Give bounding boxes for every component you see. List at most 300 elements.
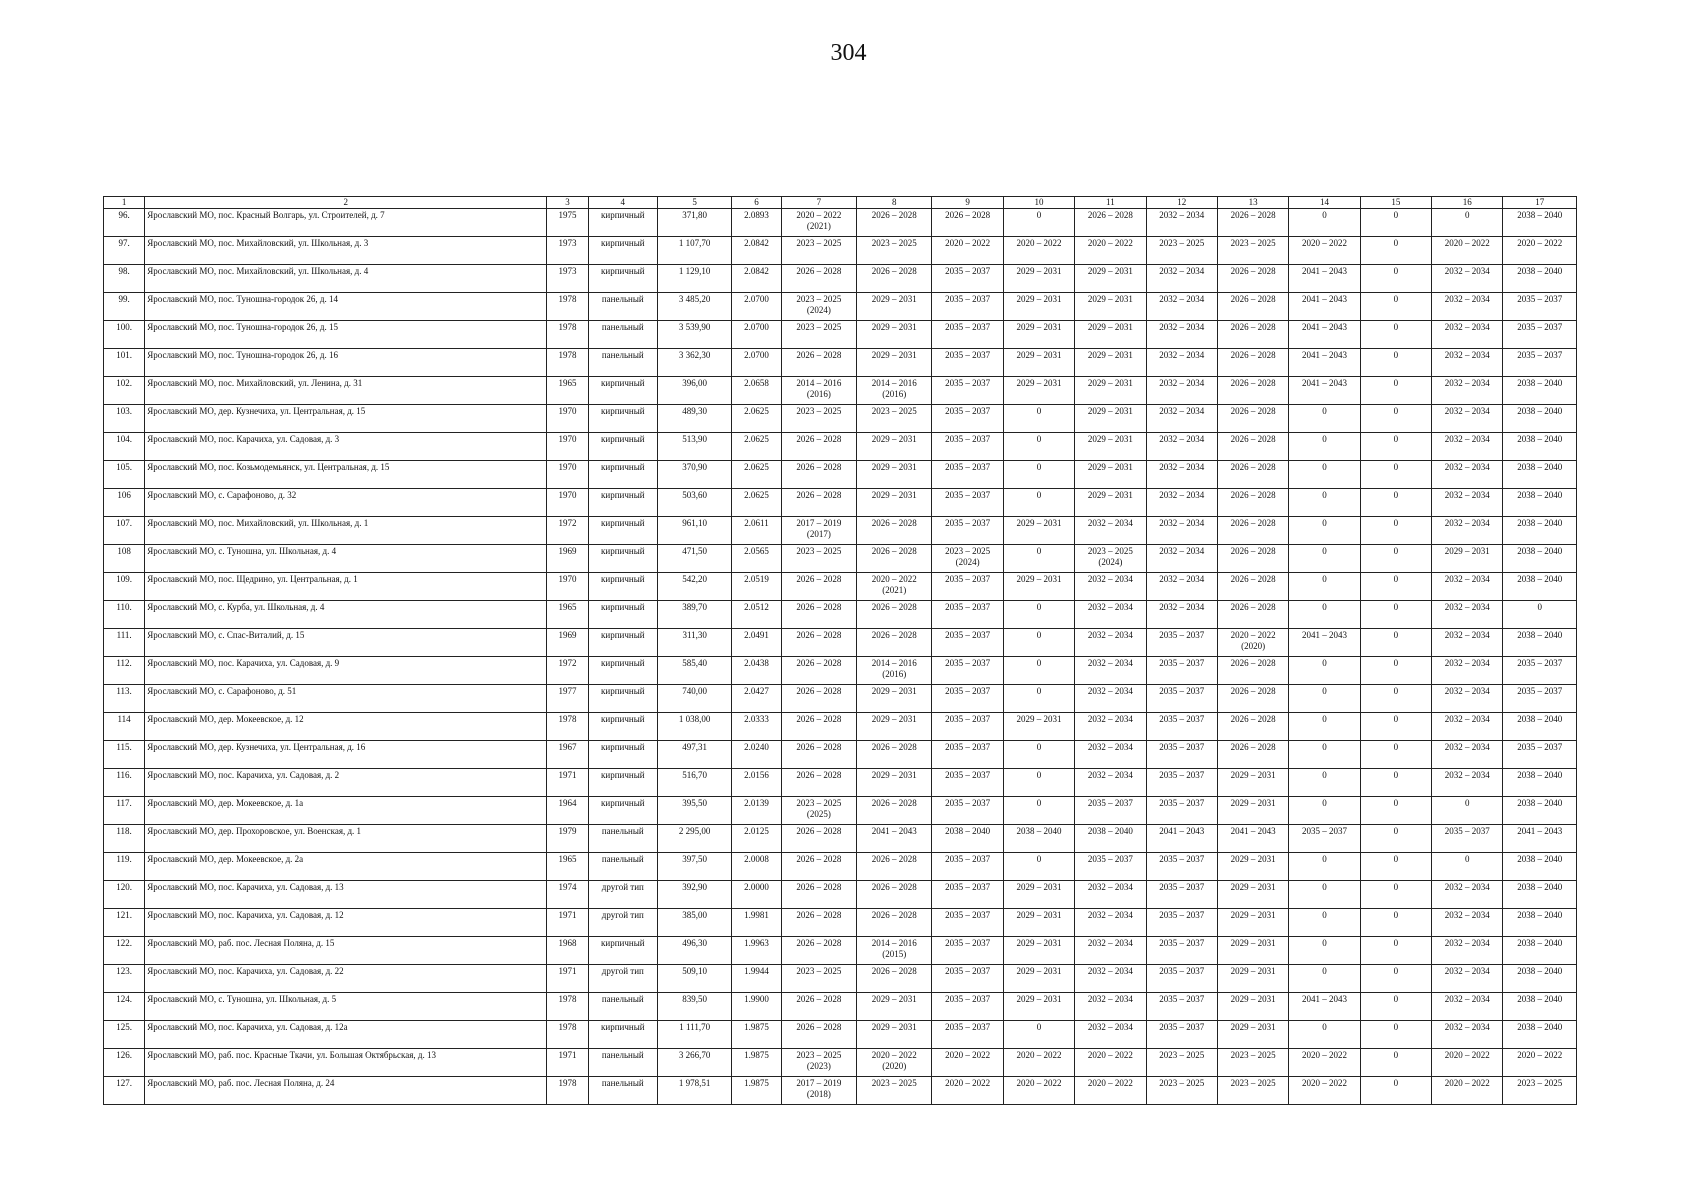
table-cell-col-5: 311,30 bbox=[657, 629, 731, 657]
table-cell-col-12: 2035 – 2037 bbox=[1146, 797, 1217, 825]
table-cell-col-15: 0 bbox=[1360, 685, 1431, 713]
table-cell-col-3: 1970 bbox=[547, 433, 588, 461]
table-cell-col-5: 516,70 bbox=[657, 769, 731, 797]
table-cell-col-4: кирпичный bbox=[588, 237, 657, 265]
table-cell-col-6: 2.0156 bbox=[732, 769, 781, 797]
table-cell-col-1: 115. bbox=[104, 741, 145, 769]
table-cell-col-7: 2026 – 2028 bbox=[781, 685, 856, 713]
table-cell-col-2: Ярославский МО, пос. Михайловский, ул. Школьная, д. 1 bbox=[145, 517, 547, 545]
table-cell-col-6: 2.0700 bbox=[732, 293, 781, 321]
table-cell-col-2: Ярославский МО, дер. Прохоровское, ул. Военская, д. 1 bbox=[145, 825, 547, 853]
table-cell-col-8: 2041 – 2043 bbox=[857, 825, 932, 853]
table-cell-col-8: 2026 – 2028 bbox=[857, 797, 932, 825]
table-row bbox=[104, 853, 1577, 881]
table-cell-col-10: 2029 – 2031 bbox=[1003, 265, 1074, 293]
table-cell-col-12: 2032 – 2034 bbox=[1146, 265, 1217, 293]
table-cell-col-5: 396,00 bbox=[657, 377, 731, 405]
table-cell-col-7: 2026 – 2028 bbox=[781, 461, 856, 489]
table-cell-col-4: кирпичный bbox=[588, 1021, 657, 1049]
table-row bbox=[104, 881, 1577, 909]
table-cell-col-12: 2023 – 2025 bbox=[1146, 237, 1217, 265]
table-cell-col-4: другой тип bbox=[588, 909, 657, 937]
table-cell-col-14: 0 bbox=[1289, 433, 1360, 461]
table-cell-col-9: 2035 – 2037 bbox=[932, 573, 1003, 601]
table-cell-col-12: 2032 – 2034 bbox=[1146, 209, 1217, 237]
table-cell-col-15: 0 bbox=[1360, 1049, 1431, 1077]
table-cell-col-1: 116. bbox=[104, 769, 145, 797]
table-cell-col-14: 0 bbox=[1289, 545, 1360, 573]
column-header-1: 1 bbox=[104, 197, 145, 209]
table-cell-col-11: 2020 – 2022 bbox=[1075, 1049, 1146, 1077]
table-cell-col-10: 2029 – 2031 bbox=[1003, 881, 1074, 909]
table-row bbox=[104, 489, 1577, 517]
table-cell-col-7: 2023 – 2025 bbox=[781, 965, 856, 993]
table-cell-col-3: 1970 bbox=[547, 573, 588, 601]
table-cell-col-11: 2035 – 2037 bbox=[1075, 797, 1146, 825]
table-cell-col-10: 2029 – 2031 bbox=[1003, 377, 1074, 405]
table-cell-col-6: 2.0333 bbox=[732, 713, 781, 741]
table-cell-col-14: 0 bbox=[1289, 405, 1360, 433]
table-row bbox=[104, 209, 1577, 237]
table-cell-col-10: 0 bbox=[1003, 1021, 1074, 1049]
table-cell-col-12: 2035 – 2037 bbox=[1146, 1021, 1217, 1049]
table-cell-col-14: 0 bbox=[1289, 1021, 1360, 1049]
table-cell-col-1: 99. bbox=[104, 293, 145, 321]
table-cell-col-7: 2026 – 2028 bbox=[781, 657, 856, 685]
table-cell-col-17: 2035 – 2037 bbox=[1503, 321, 1577, 349]
table-cell-col-8: 2026 – 2028 bbox=[857, 265, 932, 293]
table-cell-col-14: 0 bbox=[1289, 601, 1360, 629]
table-cell-col-3: 1967 bbox=[547, 741, 588, 769]
table-cell-col-10: 2020 – 2022 bbox=[1003, 1077, 1074, 1105]
table-cell-col-8: 2020 – 2022 (2021) bbox=[857, 573, 932, 601]
table-cell-col-13: 2029 – 2031 bbox=[1217, 769, 1288, 797]
table-cell-col-6: 2.0842 bbox=[732, 237, 781, 265]
housing-register-table bbox=[103, 196, 1577, 1105]
table-cell-col-5: 542,20 bbox=[657, 573, 731, 601]
table-cell-col-11: 2035 – 2037 bbox=[1075, 853, 1146, 881]
table-cell-col-7: 2026 – 2028 bbox=[781, 349, 856, 377]
table-cell-col-6: 2.0000 bbox=[732, 881, 781, 909]
table-cell-col-7: 2026 – 2028 bbox=[781, 909, 856, 937]
table-cell-col-4: кирпичный bbox=[588, 769, 657, 797]
table-cell-col-13: 2026 – 2028 bbox=[1217, 685, 1288, 713]
table-cell-col-12: 2041 – 2043 bbox=[1146, 825, 1217, 853]
table-cell-col-4: кирпичный bbox=[588, 937, 657, 965]
table-cell-col-10: 2020 – 2022 bbox=[1003, 1049, 1074, 1077]
table-cell-col-5: 392,90 bbox=[657, 881, 731, 909]
table-cell-col-13: 2029 – 2031 bbox=[1217, 853, 1288, 881]
table-cell-col-9: 2035 – 2037 bbox=[932, 713, 1003, 741]
table-cell-col-9: 2023 – 2025 (2024) bbox=[932, 545, 1003, 573]
table-cell-col-15: 0 bbox=[1360, 405, 1431, 433]
table-cell-col-7: 2023 – 2025 bbox=[781, 405, 856, 433]
table-cell-col-11: 2038 – 2040 bbox=[1075, 825, 1146, 853]
table-cell-col-8: 2029 – 2031 bbox=[857, 349, 932, 377]
table-cell-col-14: 0 bbox=[1289, 713, 1360, 741]
table-cell-col-4: другой тип bbox=[588, 965, 657, 993]
table-cell-col-11: 2032 – 2034 bbox=[1075, 993, 1146, 1021]
table-cell-col-1: 120. bbox=[104, 881, 145, 909]
table-cell-col-9: 2035 – 2037 bbox=[932, 433, 1003, 461]
table-cell-col-9: 2035 – 2037 bbox=[932, 321, 1003, 349]
table-cell-col-6: 1.9944 bbox=[732, 965, 781, 993]
table-cell-col-14: 0 bbox=[1289, 965, 1360, 993]
table-cell-col-17: 2035 – 2037 bbox=[1503, 685, 1577, 713]
table-cell-col-5: 503,60 bbox=[657, 489, 731, 517]
table-cell-col-7: 2026 – 2028 bbox=[781, 489, 856, 517]
table-cell-col-5: 585,40 bbox=[657, 657, 731, 685]
table-cell-col-14: 2041 – 2043 bbox=[1289, 993, 1360, 1021]
table-cell-col-16: 2032 – 2034 bbox=[1432, 769, 1503, 797]
table-cell-col-10: 0 bbox=[1003, 685, 1074, 713]
table-cell-col-13: 2026 – 2028 bbox=[1217, 545, 1288, 573]
table-cell-col-15: 0 bbox=[1360, 937, 1431, 965]
table-cell-col-1: 113. bbox=[104, 685, 145, 713]
table-cell-col-3: 1978 bbox=[547, 713, 588, 741]
table-cell-col-10: 2029 – 2031 bbox=[1003, 573, 1074, 601]
table-cell-col-2: Ярославский МО, с. Туношна, ул. Школьная, д. 5 bbox=[145, 993, 547, 1021]
table-cell-col-14: 0 bbox=[1289, 573, 1360, 601]
table-cell-col-13: 2026 – 2028 bbox=[1217, 489, 1288, 517]
table-cell-col-2: Ярославский МО, пос. Карачиха, ул. Садовая, д. 12 bbox=[145, 909, 547, 937]
table-cell-col-7: 2026 – 2028 bbox=[781, 937, 856, 965]
table-cell-col-16: 2032 – 2034 bbox=[1432, 349, 1503, 377]
table-cell-col-8: 2026 – 2028 bbox=[857, 741, 932, 769]
table-cell-col-14: 0 bbox=[1289, 797, 1360, 825]
table-cell-col-2: Ярославский МО, дер. Кузнечиха, ул. Центральная, д. 16 bbox=[145, 741, 547, 769]
table-cell-col-8: 2023 – 2025 bbox=[857, 237, 932, 265]
table-cell-col-5: 397,50 bbox=[657, 853, 731, 881]
table-body bbox=[104, 209, 1577, 1105]
table-cell-col-10: 0 bbox=[1003, 601, 1074, 629]
table-cell-col-11: 2029 – 2031 bbox=[1075, 461, 1146, 489]
table-cell-col-7: 2026 – 2028 bbox=[781, 881, 856, 909]
table-cell-col-6: 2.0512 bbox=[732, 601, 781, 629]
table-cell-col-1: 104. bbox=[104, 433, 145, 461]
table-cell-col-13: 2029 – 2031 bbox=[1217, 1021, 1288, 1049]
table-row bbox=[104, 349, 1577, 377]
table-cell-col-17: 2038 – 2040 bbox=[1503, 993, 1577, 1021]
table-cell-col-10: 2029 – 2031 bbox=[1003, 321, 1074, 349]
table-cell-col-1: 125. bbox=[104, 1021, 145, 1049]
table-cell-col-17: 2038 – 2040 bbox=[1503, 937, 1577, 965]
table-cell-col-12: 2035 – 2037 bbox=[1146, 853, 1217, 881]
table-cell-col-17: 2038 – 2040 bbox=[1503, 853, 1577, 881]
table-cell-col-12: 2032 – 2034 bbox=[1146, 405, 1217, 433]
table-cell-col-14: 2041 – 2043 bbox=[1289, 321, 1360, 349]
table-cell-col-13: 2026 – 2028 bbox=[1217, 713, 1288, 741]
table-cell-col-8: 2023 – 2025 bbox=[857, 1077, 932, 1105]
table-cell-col-16: 2035 – 2037 bbox=[1432, 825, 1503, 853]
table-cell-col-2: Ярославский МО, пос. Туношна-городок 26, д. 16 bbox=[145, 349, 547, 377]
table-cell-col-3: 1965 bbox=[547, 377, 588, 405]
table-cell-col-7: 2026 – 2028 bbox=[781, 713, 856, 741]
table-cell-col-10: 2029 – 2031 bbox=[1003, 993, 1074, 1021]
table-cell-col-11: 2032 – 2034 bbox=[1075, 685, 1146, 713]
table-cell-col-12: 2035 – 2037 bbox=[1146, 713, 1217, 741]
table-cell-col-8: 2029 – 2031 bbox=[857, 993, 932, 1021]
table-cell-col-5: 3 485,20 bbox=[657, 293, 731, 321]
table-cell-col-16: 0 bbox=[1432, 853, 1503, 881]
table-cell-col-15: 0 bbox=[1360, 909, 1431, 937]
table-cell-col-7: 2023 – 2025 bbox=[781, 321, 856, 349]
table-cell-col-16: 2032 – 2034 bbox=[1432, 461, 1503, 489]
table-cell-col-2: Ярославский МО, с. Спас-Виталий, д. 15 bbox=[145, 629, 547, 657]
table-cell-col-9: 2038 – 2040 bbox=[932, 825, 1003, 853]
column-header-3: 3 bbox=[547, 197, 588, 209]
table-cell-col-16: 2032 – 2034 bbox=[1432, 1021, 1503, 1049]
table-cell-col-5: 1 107,70 bbox=[657, 237, 731, 265]
table-cell-col-14: 0 bbox=[1289, 769, 1360, 797]
table-cell-col-16: 2032 – 2034 bbox=[1432, 629, 1503, 657]
table-row bbox=[104, 265, 1577, 293]
table-cell-col-16: 2032 – 2034 bbox=[1432, 293, 1503, 321]
table-row bbox=[104, 769, 1577, 797]
table-cell-col-17: 2035 – 2037 bbox=[1503, 293, 1577, 321]
table-cell-col-10: 2029 – 2031 bbox=[1003, 517, 1074, 545]
table-cell-col-10: 2020 – 2022 bbox=[1003, 237, 1074, 265]
table-cell-col-10: 2029 – 2031 bbox=[1003, 713, 1074, 741]
table-cell-col-3: 1969 bbox=[547, 545, 588, 573]
column-header-5: 5 bbox=[657, 197, 731, 209]
table-cell-col-12: 2035 – 2037 bbox=[1146, 741, 1217, 769]
table-cell-col-3: 1978 bbox=[547, 321, 588, 349]
table-cell-col-15: 0 bbox=[1360, 433, 1431, 461]
table-cell-col-8: 2026 – 2028 bbox=[857, 881, 932, 909]
table-cell-col-14: 0 bbox=[1289, 741, 1360, 769]
table-cell-col-5: 471,50 bbox=[657, 545, 731, 573]
table-cell-col-2: Ярославский МО, пос. Туношна-городок 26, д. 14 bbox=[145, 293, 547, 321]
table-cell-col-17: 2038 – 2040 bbox=[1503, 209, 1577, 237]
table-cell-col-16: 2032 – 2034 bbox=[1432, 573, 1503, 601]
table-cell-col-9: 2035 – 2037 bbox=[932, 993, 1003, 1021]
table-cell-col-16: 2020 – 2022 bbox=[1432, 237, 1503, 265]
table-cell-col-7: 2026 – 2028 bbox=[781, 433, 856, 461]
table-cell-col-4: кирпичный bbox=[588, 713, 657, 741]
table-cell-col-3: 1978 bbox=[547, 1077, 588, 1105]
table-cell-col-12: 2035 – 2037 bbox=[1146, 685, 1217, 713]
table-cell-col-14: 0 bbox=[1289, 209, 1360, 237]
table-cell-col-8: 2029 – 2031 bbox=[857, 769, 932, 797]
table-cell-col-10: 0 bbox=[1003, 489, 1074, 517]
table-cell-col-2: Ярославский МО, дер. Мокеевское, д. 1а bbox=[145, 797, 547, 825]
table-cell-col-1: 105. bbox=[104, 461, 145, 489]
table-cell-col-13: 2029 – 2031 bbox=[1217, 965, 1288, 993]
table-cell-col-4: панельный bbox=[588, 293, 657, 321]
table-cell-col-7: 2026 – 2028 bbox=[781, 741, 856, 769]
table-cell-col-11: 2032 – 2034 bbox=[1075, 965, 1146, 993]
table-cell-col-6: 2.0658 bbox=[732, 377, 781, 405]
table-cell-col-9: 2035 – 2037 bbox=[932, 629, 1003, 657]
table-cell-col-7: 2014 – 2016 (2016) bbox=[781, 377, 856, 405]
table-cell-col-4: кирпичный bbox=[588, 629, 657, 657]
table-cell-col-6: 2.0611 bbox=[732, 517, 781, 545]
table-row bbox=[104, 1077, 1577, 1105]
table-cell-col-13: 2023 – 2025 bbox=[1217, 1049, 1288, 1077]
table-cell-col-17: 2038 – 2040 bbox=[1503, 461, 1577, 489]
table-cell-col-2: Ярославский МО, пос. Туношна-городок 26, д. 15 bbox=[145, 321, 547, 349]
table-cell-col-4: кирпичный bbox=[588, 209, 657, 237]
table-cell-col-9: 2035 – 2037 bbox=[932, 657, 1003, 685]
table-cell-col-4: кирпичный bbox=[588, 601, 657, 629]
table-cell-col-2: Ярославский МО, дер. Мокеевское, д. 2а bbox=[145, 853, 547, 881]
table-cell-col-4: панельный bbox=[588, 349, 657, 377]
table-cell-col-11: 2029 – 2031 bbox=[1075, 405, 1146, 433]
table-cell-col-12: 2035 – 2037 bbox=[1146, 769, 1217, 797]
table-cell-col-8: 2026 – 2028 bbox=[857, 909, 932, 937]
table-cell-col-4: панельный bbox=[588, 321, 657, 349]
table-cell-col-14: 2035 – 2037 bbox=[1289, 825, 1360, 853]
table-cell-col-10: 0 bbox=[1003, 657, 1074, 685]
table-cell-col-7: 2026 – 2028 bbox=[781, 825, 856, 853]
table-header bbox=[104, 197, 1577, 209]
table-cell-col-17: 2038 – 2040 bbox=[1503, 797, 1577, 825]
table-cell-col-9: 2035 – 2037 bbox=[932, 405, 1003, 433]
table-cell-col-9: 2035 – 2037 bbox=[932, 937, 1003, 965]
column-header-16: 16 bbox=[1432, 197, 1503, 209]
table-cell-col-9: 2035 – 2037 bbox=[932, 741, 1003, 769]
table-cell-col-10: 0 bbox=[1003, 405, 1074, 433]
table-cell-col-10: 2029 – 2031 bbox=[1003, 965, 1074, 993]
table-cell-col-10: 0 bbox=[1003, 629, 1074, 657]
page-number: 304 bbox=[830, 40, 867, 66]
table-cell-col-9: 2035 – 2037 bbox=[932, 461, 1003, 489]
table-cell-col-11: 2020 – 2022 bbox=[1075, 1077, 1146, 1105]
table-cell-col-5: 1 038,00 bbox=[657, 713, 731, 741]
table-row bbox=[104, 965, 1577, 993]
table-cell-col-1: 97. bbox=[104, 237, 145, 265]
table-cell-col-15: 0 bbox=[1360, 461, 1431, 489]
table-cell-col-17: 0 bbox=[1503, 601, 1577, 629]
table-cell-col-1: 118. bbox=[104, 825, 145, 853]
table-cell-col-1: 126. bbox=[104, 1049, 145, 1077]
table-cell-col-9: 2035 – 2037 bbox=[932, 1021, 1003, 1049]
table-cell-col-11: 2029 – 2031 bbox=[1075, 349, 1146, 377]
table-cell-col-14: 2041 – 2043 bbox=[1289, 629, 1360, 657]
table-cell-col-3: 1970 bbox=[547, 405, 588, 433]
table-cell-col-4: панельный bbox=[588, 1049, 657, 1077]
table-cell-col-12: 2032 – 2034 bbox=[1146, 433, 1217, 461]
table-cell-col-3: 1971 bbox=[547, 769, 588, 797]
table-cell-col-2: Ярославский МО, с. Курба, ул. Школьная, д. 4 bbox=[145, 601, 547, 629]
table-cell-col-17: 2038 – 2040 bbox=[1503, 909, 1577, 937]
table-cell-col-11: 2032 – 2034 bbox=[1075, 517, 1146, 545]
table-cell-col-1: 96. bbox=[104, 209, 145, 237]
table-row bbox=[104, 629, 1577, 657]
table-cell-col-3: 1979 bbox=[547, 825, 588, 853]
table-cell-col-1: 98. bbox=[104, 265, 145, 293]
table-cell-col-9: 2035 – 2037 bbox=[932, 489, 1003, 517]
table-cell-col-14: 2020 – 2022 bbox=[1289, 237, 1360, 265]
table-row bbox=[104, 825, 1577, 853]
table-cell-col-12: 2032 – 2034 bbox=[1146, 293, 1217, 321]
table-cell-col-7: 2026 – 2028 bbox=[781, 993, 856, 1021]
table-cell-col-4: кирпичный bbox=[588, 461, 657, 489]
table-cell-col-3: 1978 bbox=[547, 993, 588, 1021]
table-cell-col-15: 0 bbox=[1360, 1077, 1431, 1105]
table-cell-col-10: 2029 – 2031 bbox=[1003, 937, 1074, 965]
table-cell-col-8: 2026 – 2028 bbox=[857, 629, 932, 657]
table-cell-col-8: 2029 – 2031 bbox=[857, 685, 932, 713]
table-cell-col-5: 1 978,51 bbox=[657, 1077, 731, 1105]
table-cell-col-12: 2032 – 2034 bbox=[1146, 601, 1217, 629]
table-cell-col-6: 2.0842 bbox=[732, 265, 781, 293]
table-cell-col-6: 2.0438 bbox=[732, 657, 781, 685]
table-cell-col-8: 2026 – 2028 bbox=[857, 601, 932, 629]
table-cell-col-16: 2020 – 2022 bbox=[1432, 1077, 1503, 1105]
table-cell-col-7: 2026 – 2028 bbox=[781, 265, 856, 293]
table-cell-col-11: 2032 – 2034 bbox=[1075, 1021, 1146, 1049]
table-cell-col-14: 0 bbox=[1289, 489, 1360, 517]
table-cell-col-17: 2035 – 2037 bbox=[1503, 657, 1577, 685]
table-cell-col-13: 2026 – 2028 bbox=[1217, 209, 1288, 237]
table-cell-col-6: 2.0139 bbox=[732, 797, 781, 825]
table-cell-col-7: 2026 – 2028 bbox=[781, 853, 856, 881]
table-cell-col-13: 2029 – 2031 bbox=[1217, 909, 1288, 937]
table-cell-col-10: 0 bbox=[1003, 853, 1074, 881]
table-cell-col-16: 2032 – 2034 bbox=[1432, 601, 1503, 629]
table-cell-col-1: 108 bbox=[104, 545, 145, 573]
table-cell-col-6: 1.9875 bbox=[732, 1049, 781, 1077]
table-cell-col-14: 0 bbox=[1289, 517, 1360, 545]
table-cell-col-3: 1974 bbox=[547, 881, 588, 909]
table-cell-col-8: 2014 – 2016 (2015) bbox=[857, 937, 932, 965]
table-cell-col-17: 2038 – 2040 bbox=[1503, 713, 1577, 741]
table-cell-col-4: панельный bbox=[588, 825, 657, 853]
table-cell-col-8: 2026 – 2028 bbox=[857, 545, 932, 573]
table-cell-col-2: Ярославский МО, пос. Карачиха, ул. Садовая, д. 3 bbox=[145, 433, 547, 461]
table-cell-col-7: 2026 – 2028 bbox=[781, 629, 856, 657]
table-cell-col-17: 2038 – 2040 bbox=[1503, 1021, 1577, 1049]
table-cell-col-13: 2026 – 2028 bbox=[1217, 573, 1288, 601]
table-cell-col-13: 2026 – 2028 bbox=[1217, 405, 1288, 433]
table-cell-col-6: 2.0625 bbox=[732, 461, 781, 489]
table-cell-col-4: кирпичный bbox=[588, 517, 657, 545]
table-cell-col-13: 2029 – 2031 bbox=[1217, 993, 1288, 1021]
table-cell-col-10: 2029 – 2031 bbox=[1003, 293, 1074, 321]
table-cell-col-1: 127. bbox=[104, 1077, 145, 1105]
table-cell-col-9: 2035 – 2037 bbox=[932, 769, 1003, 797]
table-cell-col-5: 489,30 bbox=[657, 405, 731, 433]
table-cell-col-6: 2.0125 bbox=[732, 825, 781, 853]
table-cell-col-17: 2038 – 2040 bbox=[1503, 545, 1577, 573]
column-header-17: 17 bbox=[1503, 197, 1577, 209]
table-cell-col-15: 0 bbox=[1360, 769, 1431, 797]
table-cell-col-13: 2026 – 2028 bbox=[1217, 461, 1288, 489]
table-cell-col-12: 2035 – 2037 bbox=[1146, 993, 1217, 1021]
table-cell-col-15: 0 bbox=[1360, 377, 1431, 405]
table-cell-col-3: 1969 bbox=[547, 629, 588, 657]
table-cell-col-8: 2026 – 2028 bbox=[857, 965, 932, 993]
table-cell-col-15: 0 bbox=[1360, 629, 1431, 657]
table-cell-col-12: 2023 – 2025 bbox=[1146, 1077, 1217, 1105]
table-cell-col-16: 2032 – 2034 bbox=[1432, 433, 1503, 461]
table-row bbox=[104, 685, 1577, 713]
table-cell-col-9: 2035 – 2037 bbox=[932, 517, 1003, 545]
table-cell-col-10: 0 bbox=[1003, 769, 1074, 797]
table-cell-col-5: 385,00 bbox=[657, 909, 731, 937]
table-cell-col-6: 2.0893 bbox=[732, 209, 781, 237]
table-cell-col-11: 2029 – 2031 bbox=[1075, 433, 1146, 461]
table-cell-col-6: 2.0700 bbox=[732, 321, 781, 349]
table-cell-col-2: Ярославский МО, раб. пос. Лесная Поляна, д. 15 bbox=[145, 937, 547, 965]
table-cell-col-16: 2032 – 2034 bbox=[1432, 489, 1503, 517]
table-row bbox=[104, 377, 1577, 405]
table-cell-col-12: 2035 – 2037 bbox=[1146, 937, 1217, 965]
table-cell-col-9: 2035 – 2037 bbox=[932, 349, 1003, 377]
table-cell-col-8: 2029 – 2031 bbox=[857, 1021, 932, 1049]
